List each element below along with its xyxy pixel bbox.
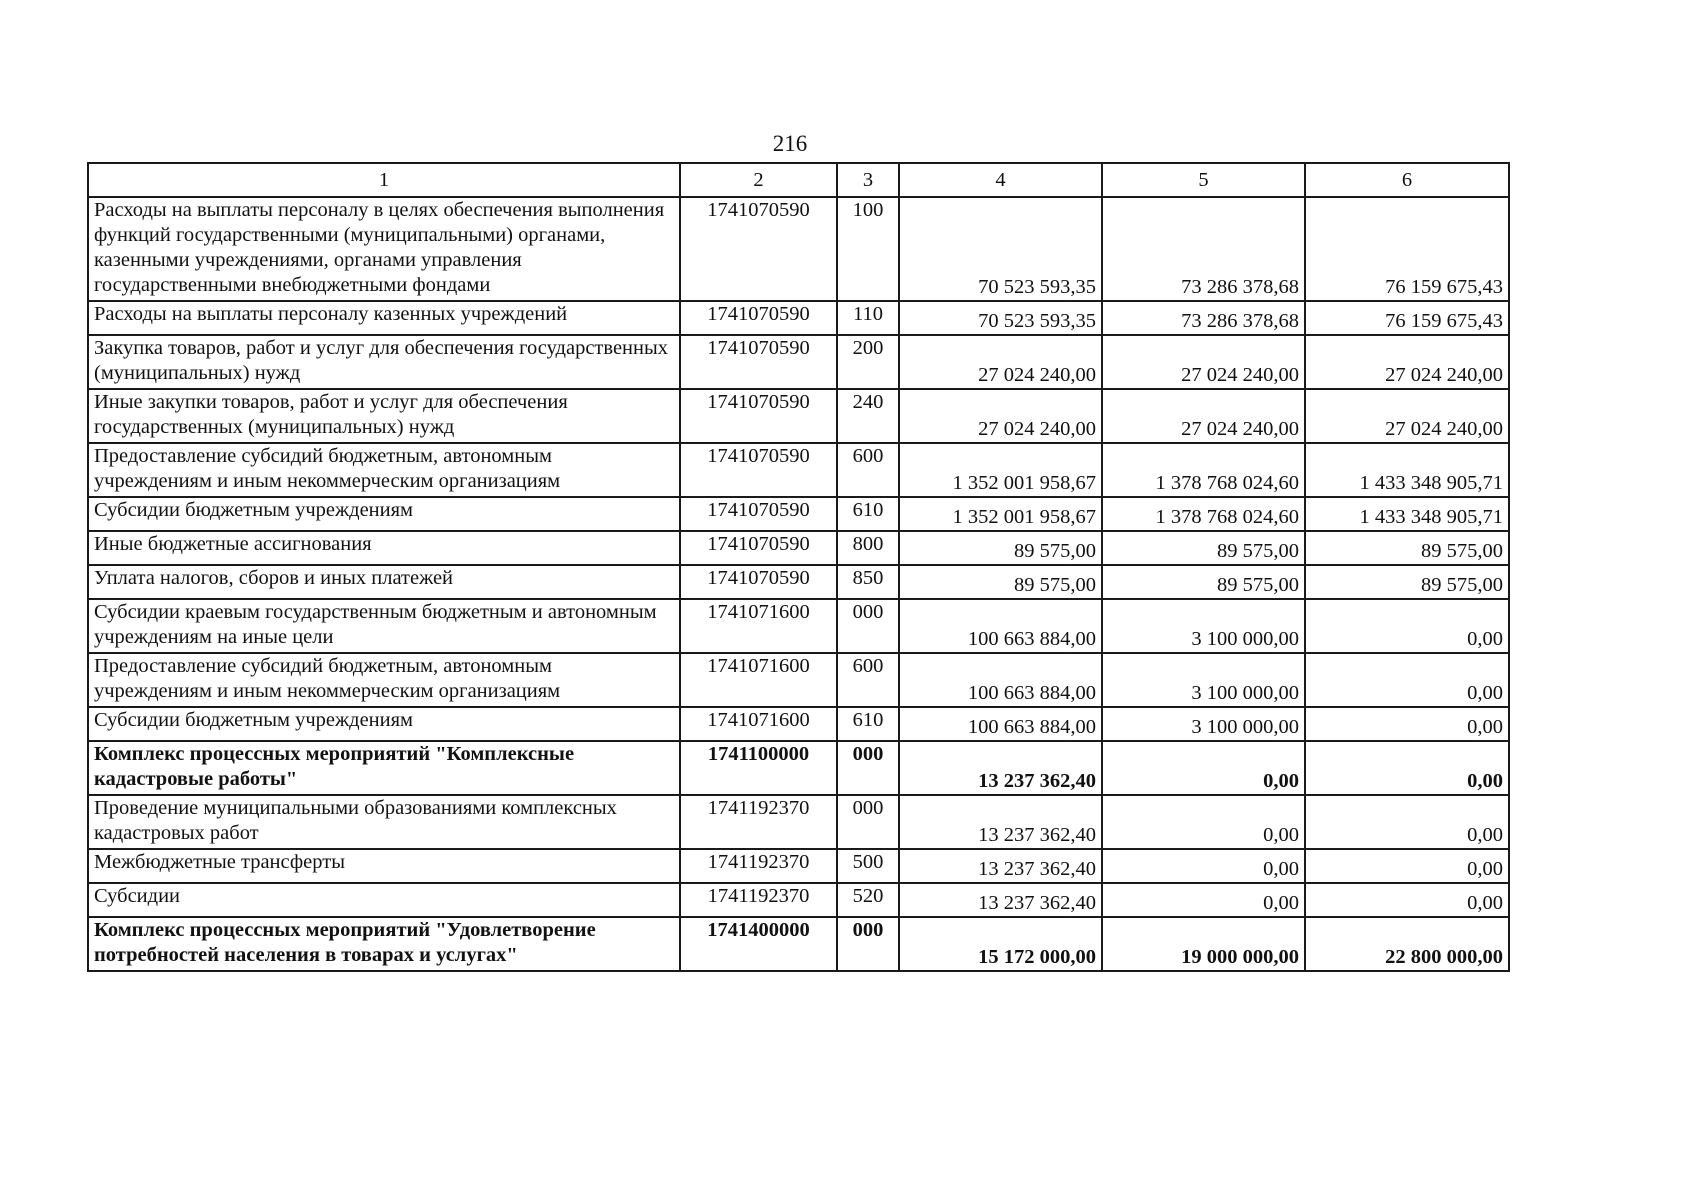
budget-table	[87, 162, 1510, 972]
table-row	[88, 565, 1509, 599]
row-value-col6: 76 159 675,43	[1305, 301, 1509, 335]
row-code: 1741192370	[680, 795, 837, 849]
row-name: Закупка товаров, работ и услуг для обеспечения государственных (муниципальных) нужд	[88, 335, 680, 389]
row-code: 1741070590	[680, 443, 837, 497]
row-name: Предоставление субсидий бюджетным, автономным учреждениям и иным некоммерческим организациям	[88, 443, 680, 497]
row-code: 1741070590	[680, 497, 837, 531]
row-value-col5: 1 378 768 024,60	[1102, 497, 1305, 531]
table-row	[88, 443, 1509, 497]
row-name: Комплекс процессных мероприятий "Комплексные кадастровые работы"	[88, 741, 680, 795]
table-row	[88, 301, 1509, 335]
row-value-col5: 0,00	[1102, 741, 1305, 795]
row-name: Межбюджетные трансферты	[88, 849, 680, 883]
row-value-col5: 27 024 240,00	[1102, 389, 1305, 443]
row-value-col6: 22 800 000,00	[1305, 917, 1509, 971]
row-value-col4: 89 575,00	[899, 531, 1102, 565]
row-type: 000	[837, 917, 899, 971]
row-value-col5: 3 100 000,00	[1102, 653, 1305, 707]
row-value-col6: 89 575,00	[1305, 565, 1509, 599]
table-row	[88, 849, 1509, 883]
row-code: 1741070590	[680, 565, 837, 599]
row-name: Иные бюджетные ассигнования	[88, 531, 680, 565]
row-type: 000	[837, 795, 899, 849]
row-value-col4: 13 237 362,40	[899, 883, 1102, 917]
row-type: 610	[837, 707, 899, 741]
row-name: Субсидии бюджетным учреждениям	[88, 497, 680, 531]
header-cell: 5	[1102, 163, 1305, 197]
row-type: 100	[837, 197, 899, 301]
row-value-col5: 19 000 000,00	[1102, 917, 1305, 971]
row-value-col6: 1 433 348 905,71	[1305, 443, 1509, 497]
row-type: 520	[837, 883, 899, 917]
row-value-col4: 70 523 593,35	[899, 197, 1102, 301]
row-value-col6: 0,00	[1305, 599, 1509, 653]
row-name: Субсидии бюджетным учреждениям	[88, 707, 680, 741]
row-type: 000	[837, 741, 899, 795]
row-value-col6: 0,00	[1305, 795, 1509, 849]
row-code: 1741070590	[680, 197, 837, 301]
row-type: 500	[837, 849, 899, 883]
table-row	[88, 653, 1509, 707]
row-code: 1741071600	[680, 599, 837, 653]
row-value-col4: 13 237 362,40	[899, 849, 1102, 883]
row-code: 1741192370	[680, 883, 837, 917]
row-value-col6: 0,00	[1305, 849, 1509, 883]
row-value-col6: 27 024 240,00	[1305, 335, 1509, 389]
table-row	[88, 795, 1509, 849]
table-row	[88, 707, 1509, 741]
header-cell: 1	[88, 163, 680, 197]
table-row	[88, 389, 1509, 443]
row-value-col6: 27 024 240,00	[1305, 389, 1509, 443]
row-value-col6: 76 159 675,43	[1305, 197, 1509, 301]
table-row	[88, 197, 1509, 301]
header-row	[88, 163, 1509, 197]
table-row	[88, 599, 1509, 653]
row-value-col4: 1 352 001 958,67	[899, 443, 1102, 497]
row-value-col6: 0,00	[1305, 707, 1509, 741]
table-row	[88, 335, 1509, 389]
row-value-col5: 3 100 000,00	[1102, 599, 1305, 653]
row-value-col4: 1 352 001 958,67	[899, 497, 1102, 531]
row-name: Уплата налогов, сборов и иных платежей	[88, 565, 680, 599]
table-row	[88, 741, 1509, 795]
row-value-col6: 89 575,00	[1305, 531, 1509, 565]
row-value-col5: 89 575,00	[1102, 565, 1305, 599]
row-type: 600	[837, 653, 899, 707]
row-code: 1741071600	[680, 653, 837, 707]
row-name: Иные закупки товаров, работ и услуг для обеспечения государственных (муниципальных) нужд	[88, 389, 680, 443]
header-cell: 2	[680, 163, 837, 197]
row-value-col6: 1 433 348 905,71	[1305, 497, 1509, 531]
table-row	[88, 531, 1509, 565]
row-value-col5: 73 286 378,68	[1102, 197, 1305, 301]
row-code: 1741070590	[680, 531, 837, 565]
row-code: 1741192370	[680, 849, 837, 883]
page-number: 216	[772, 131, 808, 156]
row-name: Субсидии	[88, 883, 680, 917]
row-value-col6: 0,00	[1305, 741, 1509, 795]
row-code: 1741400000	[680, 917, 837, 971]
row-value-col4: 89 575,00	[899, 565, 1102, 599]
row-name: Расходы на выплаты персоналу в целях обеспечения выполнения функций государственными (муниципальными) органами, казенными учреждениями, органами управления государственными внебюджетными фондами	[88, 197, 680, 301]
row-type: 200	[837, 335, 899, 389]
row-value-col5: 0,00	[1102, 795, 1305, 849]
table-row	[88, 883, 1509, 917]
row-value-col5: 73 286 378,68	[1102, 301, 1305, 335]
row-type: 850	[837, 565, 899, 599]
row-type: 110	[837, 301, 899, 335]
header-cell: 3	[837, 163, 899, 197]
row-name: Расходы на выплаты персоналу казенных учреждений	[88, 301, 680, 335]
row-value-col4: 100 663 884,00	[899, 653, 1102, 707]
row-value-col6: 0,00	[1305, 883, 1509, 917]
row-value-col6: 0,00	[1305, 653, 1509, 707]
row-type: 800	[837, 531, 899, 565]
header-cell: 6	[1305, 163, 1509, 197]
row-value-col4: 15 172 000,00	[899, 917, 1102, 971]
row-type: 240	[837, 389, 899, 443]
table-row	[88, 917, 1509, 971]
row-value-col4: 27 024 240,00	[899, 389, 1102, 443]
row-name: Предоставление субсидий бюджетным, автономным учреждениям и иным некоммерческим организациям	[88, 653, 680, 707]
row-name: Комплекс процессных мероприятий "Удовлетворение потребностей населения в товарах и услугах"	[88, 917, 680, 971]
row-value-col4: 70 523 593,35	[899, 301, 1102, 335]
row-name: Проведение муниципальными образованиями комплексных кадастровых работ	[88, 795, 680, 849]
row-code: 1741100000	[680, 741, 837, 795]
row-value-col4: 13 237 362,40	[899, 795, 1102, 849]
row-name: Субсидии краевым государственным бюджетным и автономным учреждениям на иные цели	[88, 599, 680, 653]
row-value-col5: 27 024 240,00	[1102, 335, 1305, 389]
row-type: 600	[837, 443, 899, 497]
row-value-col5: 0,00	[1102, 849, 1305, 883]
table-row	[88, 497, 1509, 531]
row-code: 1741070590	[680, 389, 837, 443]
row-value-col5: 0,00	[1102, 883, 1305, 917]
row-value-col4: 13 237 362,40	[899, 741, 1102, 795]
row-value-col4: 27 024 240,00	[899, 335, 1102, 389]
row-code: 1741070590	[680, 335, 837, 389]
row-value-col4: 100 663 884,00	[899, 707, 1102, 741]
row-value-col5: 89 575,00	[1102, 531, 1305, 565]
row-code: 1741070590	[680, 301, 837, 335]
row-value-col4: 100 663 884,00	[899, 599, 1102, 653]
row-type: 610	[837, 497, 899, 531]
row-type: 000	[837, 599, 899, 653]
row-value-col5: 1 378 768 024,60	[1102, 443, 1305, 497]
row-code: 1741071600	[680, 707, 837, 741]
header-cell: 4	[899, 163, 1102, 197]
row-value-col5: 3 100 000,00	[1102, 707, 1305, 741]
